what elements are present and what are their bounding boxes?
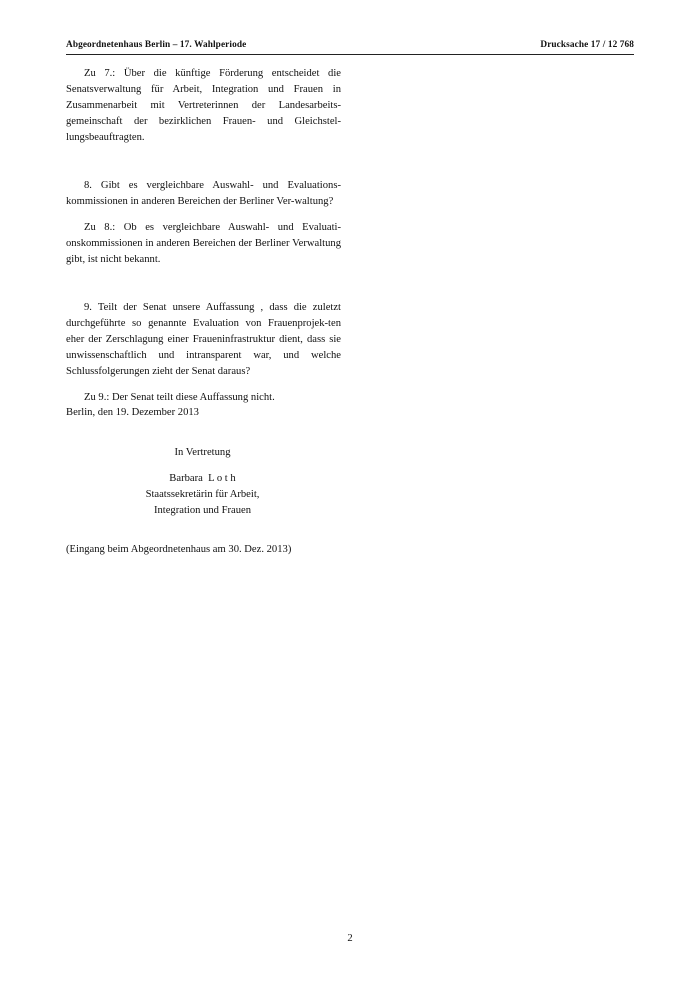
answer-7: Zu 7.: Über die künftige Förderung entscheidet die Senatsverwaltung für Arbeit, Integration und Frauen in Zusammenarbeit mit Vertreterinnen der Landesarbeits-gemeinschaft der bezirklichen Frauen- und Gleichstel-lungsbeauftragten. [66,68,341,143]
header-left: Abgeordnetenhaus Berlin – 17. Wahlperiode [66,40,247,50]
receipt-note: (Eingang beim Abgeordnetenhaus am 30. Dez. 2013) [66,544,292,555]
header-rule [66,54,634,55]
answer-8: Zu 8.: Ob es vergleichbare Auswahl- und Evaluati-onskommissionen in anderen Bereichen der Berliner Verwaltung gibt, ist nicht bekannt. [66,222,341,265]
signatory-title-2: Integration und Frauen [153,505,252,516]
date-line: Berlin, den 19. Dezember 2013 [66,407,199,418]
signature-block [110,445,295,519]
page-number: 2 [347,933,353,944]
question-9: 9. Teilt der Senat unsere Auffassung , dass die zuletzt durchgeführte so genannte Evaluation von Frauenprojek-ten eher der Zerschlagung einer Fraueninfrastruktur dient, dass sie unwissenschaftlich und intransparent war, und welche Schlussfolgerungen zieht der Senat daraus? [66,302,341,377]
signatory-name: Barbara L o t h [169,473,236,484]
text-column [66,66,341,406]
signatory-title-1: Staatssekretärin für Arbeit, [145,489,260,500]
header-right: Drucksache 17 / 12 768 [540,40,634,50]
in-vertretung: In Vertretung [174,447,231,458]
answer-9: Zu 9.: Der Senat teilt diese Auffassung nicht. [84,392,275,403]
question-8: 8. Gibt es vergleichbare Auswahl- und Evaluations-kommissionen in anderen Bereichen der Berliner Ver-waltung? [66,180,341,207]
